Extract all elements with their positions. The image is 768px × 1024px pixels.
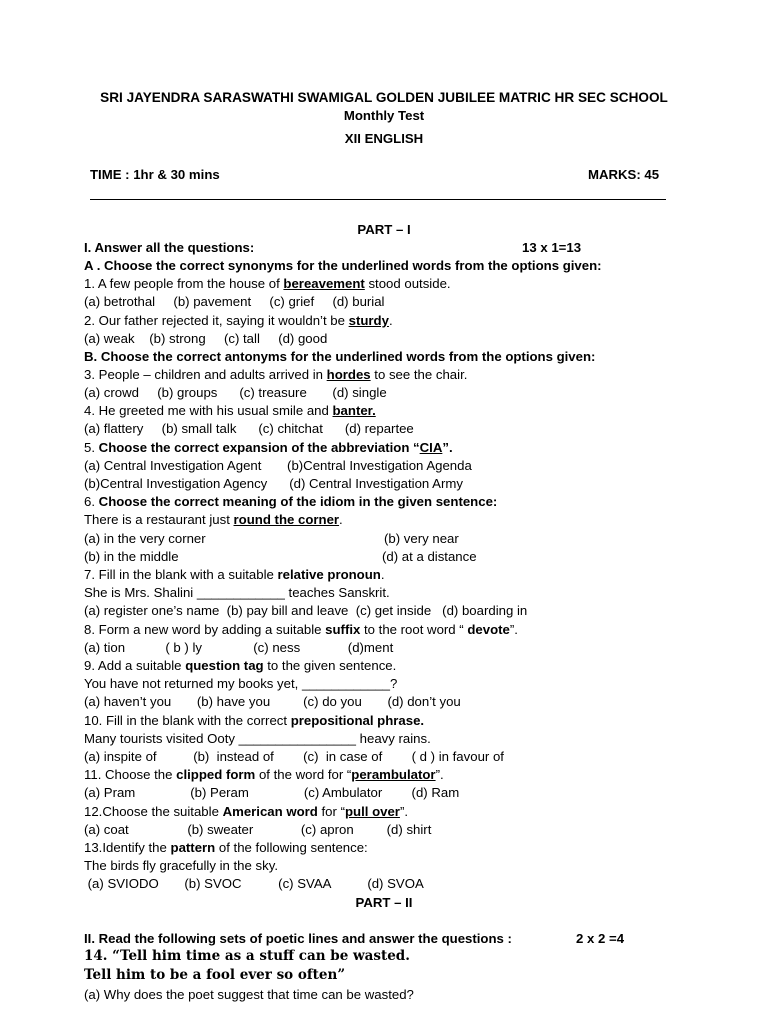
question-14-line-1: 14. “Tell him time as a stuff can be wasted.: [84, 948, 410, 964]
section-b-heading: B. Choose the correct antonyms for the underlined words from the options given:: [84, 349, 596, 364]
question-5-options-2: (b)Central Investigation Agency (d) Central Investigation Army: [84, 476, 463, 491]
question-14-line-2: Tell him to be a fool ever so often”: [84, 967, 346, 983]
part1-instruction: I. Answer all the questions:: [84, 240, 255, 255]
question-13-options: (a) SVIODO (b) SVOC (c) SVAA (d) SVOA: [84, 876, 424, 891]
question-7: 7. Fill in the blank with a suitable relative pronoun.: [84, 567, 385, 582]
section-a-heading: A . Choose the correct synonyms for the underlined words from the options given:: [84, 258, 602, 273]
question-3: 3. People – children and adults arrived in hordes to see the chair.: [84, 367, 468, 382]
question-5-options-1: (a) Central Investigation Agent (b)Central Investigation Agenda: [84, 458, 472, 473]
question-9-sentence: You have not returned my books yet, ____________?: [84, 676, 398, 691]
question-5: 5. Choose the correct expansion of the abbreviation “CIA”.: [84, 440, 453, 455]
question-6-option-b: (b) very near: [384, 531, 459, 546]
question-10-options: (a) inspite of (b) instead of (c) in case of ( d ) in favour of: [84, 749, 504, 764]
question-10: 10. Fill in the blank with the correct prepositional phrase.: [84, 713, 425, 728]
question-2-options: (a) weak (b) strong (c) tall (d) good: [84, 331, 328, 346]
question-7-sentence: She is Mrs. Shalini ____________ teaches Sanskrit.: [84, 585, 390, 600]
question-7-options: (a) register one’s name (b) pay bill and leave (c) get inside (d) boarding in: [84, 603, 528, 618]
question-14-subquestion-a: (a) Why does the poet suggest that time can be wasted?: [84, 987, 414, 1002]
question-9-options: (a) haven’t you (b) have you (c) do you (d) don’t you: [84, 694, 461, 709]
question-11: 11. Choose the clipped form of the word for “perambulator”.: [84, 767, 444, 782]
question-8-options: (a) tion ( b ) ly (c) ness (d)ment: [84, 640, 394, 655]
test-name: Monthly Test: [343, 108, 425, 123]
question-9: 9. Add a suitable question tag to the given sentence.: [84, 658, 397, 673]
question-11-options: (a) Pram (b) Peram (c) Ambulator (d) Ram: [84, 785, 460, 800]
question-6-option-c: (b) in the middle: [84, 549, 179, 564]
part1-score: 13 x 1=13: [522, 240, 582, 255]
part2-instruction: II. Read the following sets of poetic lines and answer the questions :: [84, 931, 512, 946]
question-1: 1. A few people from the house of bereavement stood outside.: [84, 276, 451, 291]
question-4: 4. He greeted me with his usual smile and banter.: [84, 403, 376, 418]
question-6-option-a: (a) in the very corner: [84, 531, 206, 546]
question-12: 12.Choose the suitable American word for “pull over”.: [84, 804, 408, 819]
part2-score: 2 x 2 =4: [576, 931, 625, 946]
question-4-options: (a) flattery (b) small talk (c) chitchat (d) repartee: [84, 421, 414, 436]
question-6-option-d: (d) at a distance: [382, 549, 477, 564]
time-label: TIME : 1hr & 30 mins: [90, 167, 220, 182]
subject-name: XII ENGLISH: [344, 131, 424, 146]
part1-title: PART – I: [357, 222, 411, 237]
marks-label: MARKS: 45: [588, 167, 660, 182]
question-3-options: (a) crowd (b) groups (c) treasure (d) single: [84, 385, 387, 400]
question-12-options: (a) coat (b) sweater (c) apron (d) shirt: [84, 822, 432, 837]
part2-title: PART – II: [355, 895, 413, 910]
header-rule: [90, 199, 666, 200]
question-6: 6. Choose the correct meaning of the idiom in the given sentence:: [84, 494, 498, 509]
question-10-sentence: Many tourists visited Ooty ________________ heavy rains.: [84, 731, 431, 746]
question-6-sentence: There is a restaurant just round the corner.: [84, 512, 343, 527]
question-2: 2. Our father rejected it, saying it wouldn’t be sturdy.: [84, 313, 393, 328]
school-name: SRI JAYENDRA SARASWATHI SWAMIGAL GOLDEN JUBILEE MATRIC HR SEC SCHOOL: [100, 90, 668, 105]
question-1-options: (a) betrothal (b) pavement (c) grief (d) burial: [84, 294, 385, 309]
question-13-sentence: The birds fly gracefully in the sky.: [84, 858, 278, 873]
question-8: 8. Form a new word by adding a suitable suffix to the root word “ devote”.: [84, 622, 518, 637]
question-13: 13.Identify the pattern of the following sentence:: [84, 840, 368, 855]
